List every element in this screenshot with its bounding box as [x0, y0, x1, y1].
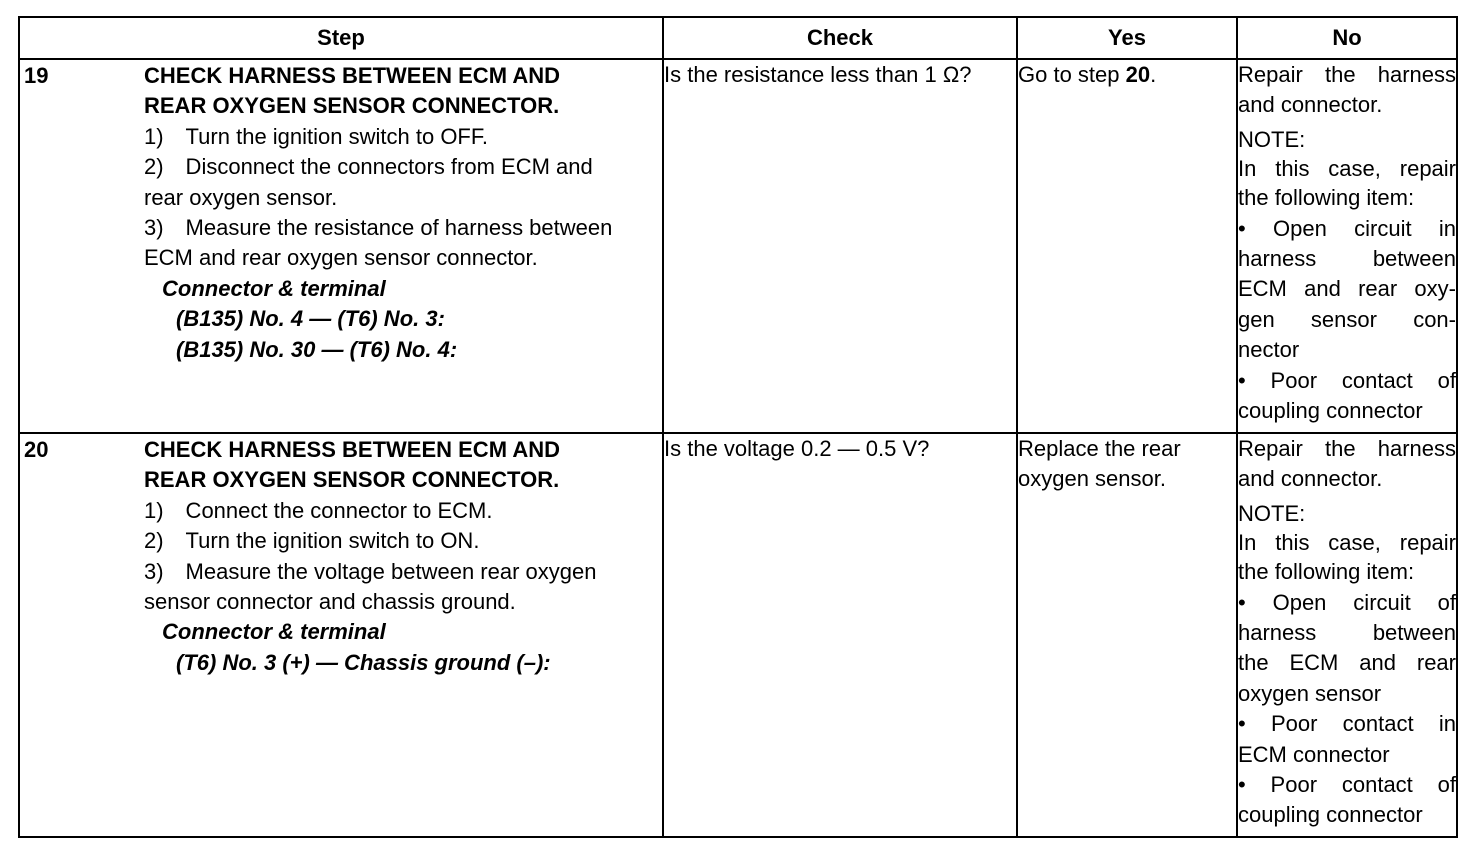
- yes-cell: [1017, 433, 1237, 837]
- note-item: nector: [1238, 337, 1300, 363]
- note-item: gen sensor con-: [1238, 306, 1456, 332]
- note-item: • Poor contact of: [1238, 367, 1456, 393]
- step-title-line: CHECK HARNESS BETWEEN ECM AND: [144, 63, 560, 88]
- no-action: and connector.: [1238, 466, 1383, 492]
- diagnostic-table: [18, 16, 1458, 838]
- step-instruction: sensor connector and chassis ground.: [144, 589, 516, 615]
- header-no: No: [1237, 17, 1457, 59]
- yes-text-end: .: [1150, 62, 1157, 87]
- yes-text: Replace the rear: [1018, 436, 1181, 461]
- yes-cell: [1017, 59, 1237, 433]
- yes-text: oxygen sensor.: [1018, 466, 1166, 492]
- note-text: In this case, repair: [1238, 530, 1456, 556]
- step-body: [144, 434, 662, 678]
- step-instruction: 3) Measure the voltage between rear oxygen: [144, 558, 597, 584]
- header-check: Check: [663, 17, 1017, 59]
- connector-terminal: (B135) No. 30 — (T6) No. 4:: [176, 336, 458, 362]
- note-item: harness between: [1238, 246, 1456, 272]
- note-item: coupling connector: [1238, 802, 1423, 828]
- check-question: Is the voltage 0.2 — 0.5 V?: [664, 436, 930, 461]
- table-row-step-20: [19, 433, 1457, 837]
- step-instruction: ECM and rear oxygen sensor connector.: [144, 245, 538, 271]
- check-question: Is the resistance less than 1 Ω?: [664, 62, 972, 87]
- note-item: • Poor contact in: [1238, 711, 1456, 737]
- step-number: 20: [24, 437, 49, 462]
- note-item: • Poor contact of: [1238, 772, 1456, 798]
- check-cell: [663, 59, 1017, 433]
- step-instruction: 1) Turn the ignition switch to OFF.: [144, 123, 488, 149]
- step-title-line: CHECK HARNESS BETWEEN ECM AND: [144, 437, 560, 462]
- no-action: Repair the harness: [1238, 436, 1456, 461]
- connector-heading: Connector & terminal: [162, 619, 386, 645]
- note-item: harness between: [1238, 620, 1456, 646]
- no-cell: [1237, 59, 1457, 433]
- yes-step-link: 20: [1125, 62, 1151, 87]
- connector-terminal: (T6) No. 3 (+) — Chassis ground (–):: [176, 649, 551, 675]
- note-item: • Open circuit in: [1238, 215, 1456, 241]
- step-title-line: REAR OXYGEN SENSOR CONNECTOR.: [144, 467, 560, 493]
- check-cell: [663, 433, 1017, 837]
- note-item: coupling connector: [1238, 398, 1423, 424]
- header-yes: Yes: [1017, 17, 1237, 59]
- step-instruction: 2) Disconnect the connectors from ECM and: [144, 154, 593, 180]
- note-label: NOTE:: [1238, 126, 1306, 152]
- step-instruction: 2) Turn the ignition switch to ON.: [144, 528, 480, 554]
- step-body: [144, 60, 662, 365]
- note-text: the following item:: [1238, 559, 1415, 585]
- connector-terminal: (B135) No. 4 — (T6) No. 3:: [176, 306, 445, 332]
- step-cell: [19, 59, 663, 433]
- step-number: 19: [24, 63, 49, 88]
- note-item: oxygen sensor: [1238, 680, 1382, 706]
- note-item: ECM connector: [1238, 741, 1390, 767]
- connector-heading: Connector & terminal: [162, 275, 386, 301]
- step-cell: [19, 433, 663, 837]
- step-title-line: REAR OXYGEN SENSOR CONNECTOR.: [144, 93, 560, 119]
- no-cell: [1237, 433, 1457, 837]
- note-text: the following item:: [1238, 185, 1415, 211]
- step-instruction: 3) Measure the resistance of harness between: [144, 215, 613, 241]
- note-text: In this case, repair: [1238, 156, 1456, 182]
- header-row: [19, 17, 1457, 59]
- note-item: ECM and rear oxy-: [1238, 276, 1456, 302]
- yes-text: Go to step: [1018, 62, 1126, 87]
- note-item: • Open circuit of: [1238, 589, 1456, 615]
- note-label: NOTE:: [1238, 500, 1306, 526]
- no-action: Repair the harness: [1238, 62, 1456, 87]
- note-item: the ECM and rear: [1238, 650, 1456, 676]
- step-instruction: 1) Connect the connector to ECM.: [144, 497, 493, 523]
- table-row-step-19: [19, 59, 1457, 433]
- header-step: Step: [19, 17, 663, 59]
- step-instruction: rear oxygen sensor.: [144, 184, 338, 210]
- no-action: and connector.: [1238, 92, 1383, 118]
